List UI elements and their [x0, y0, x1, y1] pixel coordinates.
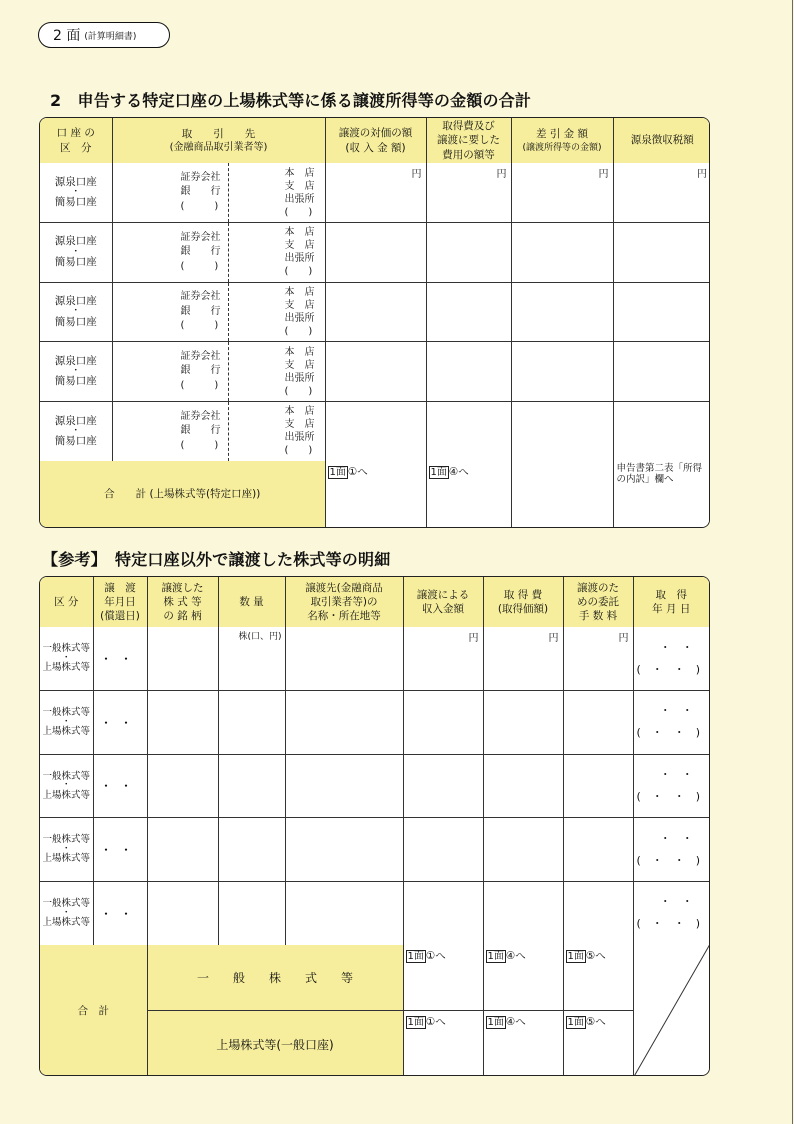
acquisition-cost-cell[interactable]: [483, 881, 563, 945]
total-specific-label: 合 計 (上場株式等(特定口座)): [40, 461, 325, 527]
acquisition-cost-cell[interactable]: [483, 691, 563, 755]
branch-name-cell[interactable]: 本 店 支 店 出張所 ( ): [228, 401, 325, 461]
proceeds-cell[interactable]: [325, 282, 426, 342]
transfer-date-cell[interactable]: ・・: [93, 627, 147, 691]
kubun-cell: 一般株式等 ・ 上場株式等: [40, 627, 93, 691]
broker-name-cell[interactable]: 証券会社 銀 行 ( ): [112, 163, 228, 223]
broker-name-cell[interactable]: 証券会社 銀 行 ( ): [112, 223, 228, 283]
branch-name-cell[interactable]: 本 店 支 店 出張所 ( ): [228, 163, 325, 223]
acquisition-date-cell[interactable]: ・ ・ ( ・ ・ ): [633, 754, 709, 818]
other-account-row: [40, 627, 709, 691]
branch-name-cell[interactable]: 本 店 支 店 出張所 ( ): [228, 342, 325, 402]
transferee-cell[interactable]: [285, 818, 403, 882]
broker-name-cell[interactable]: 証券会社 銀 行 ( ): [112, 342, 228, 402]
kubun-cell: 一般株式等 ・ 上場株式等: [40, 754, 93, 818]
withholding-tax-cell[interactable]: 円: [613, 163, 710, 223]
header-transfer-date: 譲 渡 年月日 (償還日): [93, 577, 147, 627]
other-account-table: [39, 576, 710, 1076]
other-account-row: [40, 754, 709, 818]
general-cost-cell[interactable]: 1面 ④へ: [483, 945, 563, 1011]
diagonal-line: [634, 945, 710, 1076]
specific-account-row: [40, 163, 710, 223]
proceeds2-cell[interactable]: 円: [403, 627, 483, 691]
specific-account-row: [40, 401, 710, 461]
section1-title: 2 申告する特定口座の上場株式等に係る譲渡所得等の金額の合計: [50, 91, 532, 110]
diagonal-blank-cell: [633, 945, 709, 1076]
general-fee-cell[interactable]: 1面 ⑤へ: [563, 945, 633, 1011]
transfer-date-cell[interactable]: ・・: [93, 691, 147, 755]
branch-name-cell[interactable]: 本 店 支 店 出張所 ( ): [228, 223, 325, 283]
page-subtitle: (計算明細書): [84, 31, 137, 42]
commission-cell[interactable]: [563, 818, 633, 882]
transferee-cell[interactable]: [285, 881, 403, 945]
cost-cell[interactable]: [426, 401, 511, 461]
other-account-row: [40, 691, 709, 755]
listed-proceeds-cell[interactable]: 1面 ①へ: [403, 1011, 483, 1076]
withholding-tax-cell[interactable]: [613, 401, 710, 461]
acquisition-cost-cell[interactable]: 円: [483, 627, 563, 691]
acquisition-date-cell[interactable]: ・ ・ ( ・ ・ ): [633, 691, 709, 755]
header-acquisition-date: 取 得 年 月 日: [633, 577, 709, 627]
commission-cell[interactable]: [563, 754, 633, 818]
broker-name-cell[interactable]: 証券会社 銀 行 ( ): [112, 401, 228, 461]
cost-cell[interactable]: [426, 223, 511, 283]
proceeds-cell[interactable]: [325, 342, 426, 402]
acquisition-cost-cell[interactable]: [483, 818, 563, 882]
proceeds2-cell[interactable]: [403, 754, 483, 818]
difference-cell[interactable]: [511, 401, 613, 461]
header-broker: 取 引 先 (金融商品取引業者等): [112, 118, 325, 163]
transfer-date-cell[interactable]: ・・: [93, 881, 147, 945]
listed-cost-cell[interactable]: 1面 ④へ: [483, 1011, 563, 1076]
listed-fee-cell[interactable]: 1面 ⑤へ: [563, 1011, 633, 1076]
difference-cell[interactable]: [511, 223, 613, 283]
header-cost: 取得費及び 譲渡に要した 費用の額等: [426, 118, 511, 163]
specific-account-row: [40, 342, 710, 402]
page-number-badge: [38, 22, 170, 48]
header-stock-name: 譲渡した 株 式 等 の 銘 柄: [147, 577, 218, 627]
page-number: 2 面: [53, 28, 81, 44]
proceeds2-cell[interactable]: [403, 881, 483, 945]
header-proceeds2: 譲渡による 収入金額: [403, 577, 483, 627]
withholding-tax-cell[interactable]: [613, 223, 710, 283]
quantity-cell[interactable]: [218, 691, 285, 755]
total-proceeds-cell[interactable]: 1面 ①へ: [325, 461, 426, 527]
transferee-cell[interactable]: [285, 627, 403, 691]
difference-cell[interactable]: [511, 342, 613, 402]
account-type-cell: 源泉口座 ・ 簡易口座: [40, 163, 112, 223]
total-cost-cell[interactable]: 1面 ④へ: [426, 461, 511, 527]
cost-cell[interactable]: 円: [426, 163, 511, 223]
header-quantity: 数 量: [218, 577, 285, 627]
transferee-cell[interactable]: [285, 691, 403, 755]
other-account-row: [40, 881, 709, 945]
commission-cell[interactable]: [563, 881, 633, 945]
cost-cell[interactable]: [426, 342, 511, 402]
acquisition-date-cell[interactable]: ・ ・ ( ・ ・ ): [633, 881, 709, 945]
branch-name-cell[interactable]: 本 店 支 店 出張所 ( ): [228, 282, 325, 342]
specific-account-row: [40, 223, 710, 283]
difference-cell[interactable]: 円: [511, 163, 613, 223]
header-proceeds: 譲渡の対価の額 (収 入 金 額): [325, 118, 426, 163]
stock-name-cell[interactable]: [147, 754, 218, 818]
transferee-cell[interactable]: [285, 754, 403, 818]
kubun-cell: 一般株式等 ・ 上場株式等: [40, 881, 93, 945]
withholding-tax-cell[interactable]: [613, 342, 710, 402]
withholding-tax-cell[interactable]: [613, 282, 710, 342]
kubun-cell: 一般株式等 ・ 上場株式等: [40, 691, 93, 755]
proceeds-cell[interactable]: [325, 401, 426, 461]
account-type-cell: 源泉口座 ・ 簡易口座: [40, 401, 112, 461]
kubun-cell: 一般株式等 ・ 上場株式等: [40, 818, 93, 882]
header-transferee: 譲渡先(金融商品 取引業者等)の 名称・所在地等: [285, 577, 403, 627]
header-kubun: 区 分: [40, 577, 93, 627]
other-account-row: [40, 818, 709, 882]
header-difference: 差 引 金 額 (譲渡所得等の金額): [511, 118, 613, 163]
stock-name-cell[interactable]: [147, 818, 218, 882]
specific-account-row: [40, 282, 710, 342]
header-commission: 譲渡のた めの委託 手 数 料: [563, 577, 633, 627]
account-type-cell: 源泉口座 ・ 簡易口座: [40, 282, 112, 342]
cost-cell[interactable]: [426, 282, 511, 342]
broker-name-cell[interactable]: 証券会社 銀 行 ( ): [112, 282, 228, 342]
proceeds2-cell[interactable]: [403, 691, 483, 755]
quantity-cell[interactable]: 株(口、円): [218, 627, 285, 691]
general-proceeds-cell[interactable]: 1面 ①へ: [403, 945, 483, 1011]
stock-name-cell[interactable]: [147, 881, 218, 945]
quantity-cell[interactable]: [218, 754, 285, 818]
stock-name-cell[interactable]: [147, 627, 218, 691]
stock-name-cell[interactable]: [147, 691, 218, 755]
section2-title: 【参考】 特定口座以外で譲渡した株式等の明細: [42, 550, 391, 569]
proceeds-cell[interactable]: [325, 223, 426, 283]
commission-cell[interactable]: [563, 691, 633, 755]
specific-account-table: [39, 117, 710, 528]
quantity-cell[interactable]: [218, 818, 285, 882]
transfer-date-cell[interactable]: ・・: [93, 818, 147, 882]
total-listed-label: 上場株式等(一般口座): [147, 1011, 403, 1076]
quantity-cell[interactable]: [218, 881, 285, 945]
proceeds-cell[interactable]: 円: [325, 163, 426, 223]
difference-cell[interactable]: [511, 282, 613, 342]
total-general-label: 一 般 株 式 等: [147, 945, 403, 1011]
total-other-label: 合 計: [40, 945, 147, 1076]
acquisition-date-cell[interactable]: ・ ・ ( ・ ・ ): [633, 818, 709, 882]
account-type-cell: 源泉口座 ・ 簡易口座: [40, 223, 112, 283]
commission-cell[interactable]: 円: [563, 627, 633, 691]
header-withholding-tax: 源泉徴収税額: [613, 118, 710, 163]
header-account-type: 口 座 の 区 分: [40, 118, 112, 163]
transfer-date-cell[interactable]: ・・: [93, 754, 147, 818]
account-type-cell: 源泉口座 ・ 簡易口座: [40, 342, 112, 402]
total-tax-cell[interactable]: 申告書第二表「所得の内訳」欄へ: [613, 461, 710, 527]
header-acquisition-cost: 取 得 費 (取得価額): [483, 577, 563, 627]
acquisition-date-cell[interactable]: ・ ・ ( ・ ・ ): [633, 627, 709, 691]
proceeds2-cell[interactable]: [403, 818, 483, 882]
total-difference-cell[interactable]: [511, 461, 613, 527]
acquisition-cost-cell[interactable]: [483, 754, 563, 818]
